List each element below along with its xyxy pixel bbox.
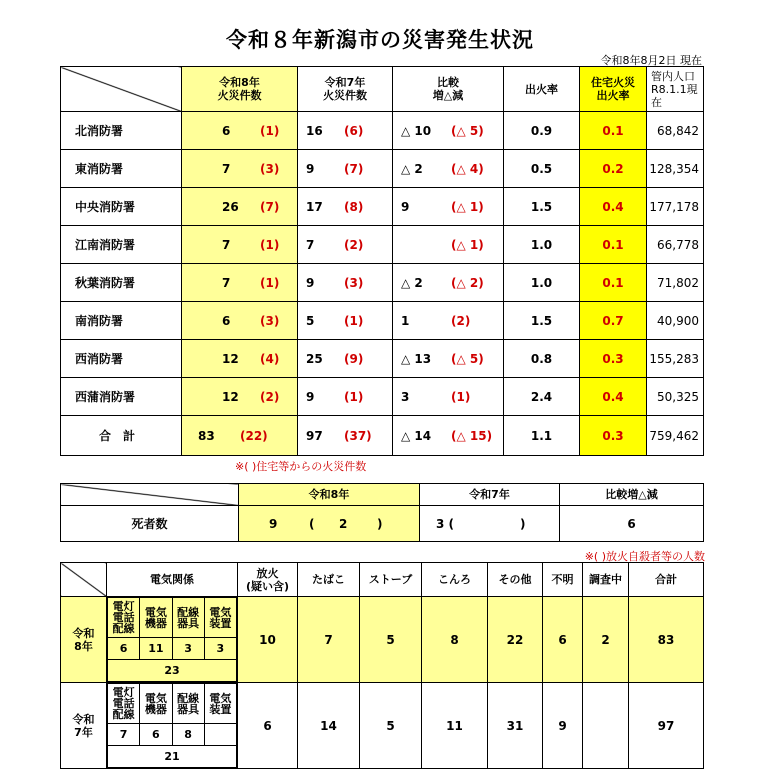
r8-other: 22 bbox=[488, 597, 543, 683]
compare bbox=[393, 416, 504, 456]
population: 68,842 bbox=[647, 112, 704, 150]
rate: 1.0 bbox=[504, 264, 580, 302]
subheader-lighting-wiring: 電灯 電話 配線 bbox=[108, 684, 140, 724]
r7-paren: (8) bbox=[344, 199, 364, 214]
r7-paren: (1) bbox=[344, 313, 364, 328]
r7-sub-value: 7 bbox=[108, 724, 140, 746]
compare bbox=[393, 188, 504, 226]
station-name: 東消防署 bbox=[61, 150, 182, 188]
r7-fires bbox=[298, 264, 393, 302]
compare bbox=[393, 112, 504, 150]
cmp-paren: (△ 5) bbox=[451, 123, 484, 138]
deaths-r7-close: ) bbox=[520, 516, 526, 531]
r8-paren: (3) bbox=[260, 313, 280, 328]
deaths-r8-open: ( bbox=[309, 516, 315, 531]
station-name: 江南消防署 bbox=[61, 226, 182, 264]
cause-r8-electric bbox=[107, 597, 238, 683]
r8-value: 6 bbox=[222, 123, 231, 138]
r8-paren: (2) bbox=[260, 389, 280, 404]
r7-value: 9 bbox=[306, 389, 315, 404]
rate: 1.5 bbox=[504, 302, 580, 340]
header-r8: 令和8年 火災件数 bbox=[182, 67, 298, 112]
station-row bbox=[61, 264, 704, 302]
deaths-label: 死者数 bbox=[61, 506, 239, 542]
r7-paren: (2) bbox=[344, 237, 364, 252]
r7-value: 9 bbox=[306, 275, 315, 290]
r7-value: 9 bbox=[306, 161, 315, 176]
cmp-value: 3 bbox=[401, 389, 410, 404]
r7-value: 7 bbox=[306, 237, 315, 252]
population: 155,283 bbox=[647, 340, 704, 378]
page-title: 令和８年新潟市の災害発生状況 bbox=[226, 28, 534, 52]
station-name: 北消防署 bbox=[61, 112, 182, 150]
r8-paren: (7) bbox=[260, 199, 280, 214]
deaths-corner-cell bbox=[61, 484, 239, 506]
deaths-header-compare: 比較増△減 bbox=[560, 484, 704, 506]
r8-fires bbox=[182, 340, 298, 378]
r7-sub-value: 6 bbox=[140, 724, 172, 746]
cause-r8-label: 令和 8年 bbox=[61, 597, 107, 683]
station-row bbox=[61, 340, 704, 378]
r7-paren: (1) bbox=[344, 389, 364, 404]
r8-value: 7 bbox=[222, 161, 231, 176]
r7-paren: (9) bbox=[344, 351, 364, 366]
r7-fires bbox=[298, 416, 393, 456]
r8-value: 6 bbox=[222, 313, 231, 328]
cause-row-r8 bbox=[61, 597, 704, 683]
cmp-value: △ 13 bbox=[401, 351, 432, 366]
cmp-value: 1 bbox=[401, 313, 410, 328]
r7-other: 31 bbox=[488, 683, 543, 769]
r8-stove: 5 bbox=[360, 597, 422, 683]
r7-fires bbox=[298, 340, 393, 378]
station-row bbox=[61, 112, 704, 150]
station-row bbox=[61, 302, 704, 340]
r7-fires bbox=[298, 302, 393, 340]
station-name: 中央消防署 bbox=[61, 188, 182, 226]
header-total: 合計 bbox=[629, 563, 704, 597]
r8-sub-value: 3 bbox=[204, 638, 236, 660]
header-arson: 放火 (疑い含) bbox=[238, 563, 298, 597]
header-population: 管内人口 R8.1.1現在 bbox=[647, 67, 704, 112]
compare bbox=[393, 150, 504, 188]
r8-paren: (4) bbox=[260, 351, 280, 366]
header-investigating: 調査中 bbox=[583, 563, 629, 597]
deaths-r8-cell bbox=[239, 506, 420, 542]
subheader-wiring-device: 配線 器具 bbox=[172, 598, 204, 638]
rate: 0.8 bbox=[504, 340, 580, 378]
r7-stove: 5 bbox=[360, 683, 422, 769]
deaths-r7-cell bbox=[420, 506, 560, 542]
population: 759,462 bbox=[647, 416, 704, 456]
header-stove: ストーブ bbox=[360, 563, 422, 597]
cmp-value: △ 10 bbox=[401, 123, 432, 138]
cmp-value: 9 bbox=[401, 199, 410, 214]
residential-rate: 0.2 bbox=[580, 150, 647, 188]
residential-rate: 0.4 bbox=[580, 378, 647, 416]
subheader-appliance: 電気 機器 bbox=[140, 598, 172, 638]
r7-unknown: 9 bbox=[543, 683, 583, 769]
r7-electric-breakdown bbox=[107, 683, 237, 768]
r7-total: 97 bbox=[629, 683, 704, 769]
r8-fires bbox=[182, 150, 298, 188]
r7-paren: (37) bbox=[344, 428, 372, 443]
r8-value: 7 bbox=[222, 275, 231, 290]
population: 40,900 bbox=[647, 302, 704, 340]
deaths-r8-close: ) bbox=[377, 516, 383, 531]
r7-sub-value bbox=[204, 724, 236, 746]
rate: 1.1 bbox=[504, 416, 580, 456]
r8-sub-value: 6 bbox=[108, 638, 140, 660]
deaths-header-row bbox=[61, 484, 704, 506]
population: 177,178 bbox=[647, 188, 704, 226]
r8-value: 12 bbox=[222, 389, 239, 404]
r8-paren: (1) bbox=[260, 123, 280, 138]
deaths-table bbox=[60, 483, 704, 542]
residential-rate: 0.1 bbox=[580, 264, 647, 302]
r7-paren: (6) bbox=[344, 123, 364, 138]
deaths-r8-paren-value: 2 bbox=[339, 516, 348, 531]
header-other: その他 bbox=[488, 563, 543, 597]
deaths-compare-value: 6 bbox=[560, 506, 704, 542]
cause-r7-label: 令和 7年 bbox=[61, 683, 107, 769]
residential-rate: 0.3 bbox=[580, 416, 647, 456]
station-name: 西消防署 bbox=[61, 340, 182, 378]
cause-corner-cell bbox=[61, 563, 107, 597]
compare bbox=[393, 226, 504, 264]
r7-arson: 6 bbox=[238, 683, 298, 769]
population: 128,354 bbox=[647, 150, 704, 188]
r7-fires bbox=[298, 226, 393, 264]
station-row bbox=[61, 150, 704, 188]
cause-row-r7 bbox=[61, 683, 704, 769]
residential-rate: 0.3 bbox=[580, 340, 647, 378]
subheader-lighting-wiring: 電灯 電話 配線 bbox=[108, 598, 140, 638]
r8-fires bbox=[182, 226, 298, 264]
rate: 0.5 bbox=[504, 150, 580, 188]
r7-fires bbox=[298, 112, 393, 150]
r8-value: 26 bbox=[222, 199, 239, 214]
r8-value: 83 bbox=[198, 428, 215, 443]
deaths-header-r8: 令和8年 bbox=[239, 484, 420, 506]
subheader-electric-device: 電気 装置 bbox=[204, 598, 236, 638]
cmp-value: △ 14 bbox=[401, 428, 432, 443]
population: 50,325 bbox=[647, 378, 704, 416]
r7-konro: 11 bbox=[422, 683, 488, 769]
population: 66,778 bbox=[647, 226, 704, 264]
deaths-row bbox=[61, 506, 704, 542]
r8-tobacco: 7 bbox=[298, 597, 360, 683]
cmp-paren: (△ 15) bbox=[451, 428, 493, 443]
station-name: 南消防署 bbox=[61, 302, 182, 340]
cause-r7-electric bbox=[107, 683, 238, 769]
cmp-paren: (△ 1) bbox=[451, 237, 484, 252]
r8-arson: 10 bbox=[238, 597, 298, 683]
station-row bbox=[61, 378, 704, 416]
r8-konro: 8 bbox=[422, 597, 488, 683]
rate: 1.5 bbox=[504, 188, 580, 226]
rate: 0.9 bbox=[504, 112, 580, 150]
subheader-appliance: 電気 機器 bbox=[140, 684, 172, 724]
station-name: 合 計 bbox=[61, 416, 182, 456]
r8-total: 83 bbox=[629, 597, 704, 683]
r7-sub-value: 8 bbox=[172, 724, 204, 746]
cmp-paren: (1) bbox=[451, 389, 471, 404]
station-name: 秋葉消防署 bbox=[61, 264, 182, 302]
header-rate: 出火率 bbox=[504, 67, 580, 112]
cmp-value: △ 2 bbox=[401, 275, 423, 290]
header-electric: 電気関係 bbox=[107, 563, 238, 597]
r8-value: 12 bbox=[222, 351, 239, 366]
r7-fires bbox=[298, 378, 393, 416]
total-row bbox=[61, 416, 704, 456]
r7-value: 17 bbox=[306, 199, 323, 214]
station-row bbox=[61, 226, 704, 264]
r8-investigating: 2 bbox=[583, 597, 629, 683]
r8-value: 7 bbox=[222, 237, 231, 252]
fire-table-note: ※( )住宅等からの火災件数 bbox=[235, 460, 367, 473]
station-row bbox=[61, 188, 704, 226]
cmp-paren: (△ 2) bbox=[451, 275, 484, 290]
r8-paren: (22) bbox=[240, 428, 268, 443]
r8-fires bbox=[182, 416, 298, 456]
r7-value: 97 bbox=[306, 428, 323, 443]
compare bbox=[393, 378, 504, 416]
deaths-r8-value: 9 bbox=[269, 516, 278, 531]
subheader-electric-device: 電気 装置 bbox=[204, 684, 236, 724]
cmp-paren: (△ 5) bbox=[451, 351, 484, 366]
r8-paren: (3) bbox=[260, 161, 280, 176]
residential-rate: 0.1 bbox=[580, 226, 647, 264]
table-header-row bbox=[61, 67, 704, 112]
r7-fires bbox=[298, 150, 393, 188]
compare bbox=[393, 302, 504, 340]
header-compare: 比較 増△減 bbox=[393, 67, 504, 112]
r8-fires bbox=[182, 112, 298, 150]
r8-fires bbox=[182, 302, 298, 340]
deaths-table-note: ※( )放火自殺者等の人数 bbox=[584, 550, 705, 563]
residential-rate: 0.1 bbox=[580, 112, 647, 150]
r7-investigating bbox=[583, 683, 629, 769]
r8-unknown: 6 bbox=[543, 597, 583, 683]
cmp-paren: (△ 4) bbox=[451, 161, 484, 176]
rate: 1.0 bbox=[504, 226, 580, 264]
r8-electric-breakdown bbox=[107, 597, 237, 682]
cmp-paren: (2) bbox=[451, 313, 471, 328]
deaths-header-r7: 令和7年 bbox=[420, 484, 560, 506]
compare bbox=[393, 264, 504, 302]
r8-fires bbox=[182, 264, 298, 302]
residential-rate: 0.7 bbox=[580, 302, 647, 340]
r8-paren: (1) bbox=[260, 275, 280, 290]
residential-rate: 0.4 bbox=[580, 188, 647, 226]
as-of-date: 令和8年8月2日 現在 bbox=[600, 54, 702, 67]
header-unknown: 不明 bbox=[543, 563, 583, 597]
header-tobacco: たばこ bbox=[298, 563, 360, 597]
header-residential-rate: 住宅火災 出火率 bbox=[580, 67, 647, 112]
header-r7: 令和7年 火災件数 bbox=[298, 67, 393, 112]
r7-paren: (3) bbox=[344, 275, 364, 290]
r8-paren: (1) bbox=[260, 237, 280, 252]
r7-value: 5 bbox=[306, 313, 315, 328]
population: 71,802 bbox=[647, 264, 704, 302]
r7-tobacco: 14 bbox=[298, 683, 360, 769]
r7-electric-total: 21 bbox=[108, 746, 237, 768]
header-konro: こんろ bbox=[422, 563, 488, 597]
subheader-wiring-device: 配線 器具 bbox=[172, 684, 204, 724]
r8-sub-value: 11 bbox=[140, 638, 172, 660]
r8-electric-total: 23 bbox=[108, 660, 237, 682]
r7-paren: (7) bbox=[344, 161, 364, 176]
station-name: 西蒲消防署 bbox=[61, 378, 182, 416]
fire-count-table bbox=[60, 66, 704, 456]
cmp-value: △ 2 bbox=[401, 161, 423, 176]
deaths-r7-value: 3 ( bbox=[436, 516, 455, 531]
r7-fires bbox=[298, 188, 393, 226]
r8-fires bbox=[182, 378, 298, 416]
r7-value: 16 bbox=[306, 123, 323, 138]
r8-sub-value: 3 bbox=[172, 638, 204, 660]
cmp-paren: (△ 1) bbox=[451, 199, 484, 214]
rate: 2.4 bbox=[504, 378, 580, 416]
cause-header-row bbox=[61, 563, 704, 597]
compare bbox=[393, 340, 504, 378]
r7-value: 25 bbox=[306, 351, 323, 366]
corner-cell bbox=[61, 67, 182, 112]
r8-fires bbox=[182, 188, 298, 226]
cause-table bbox=[60, 562, 704, 769]
